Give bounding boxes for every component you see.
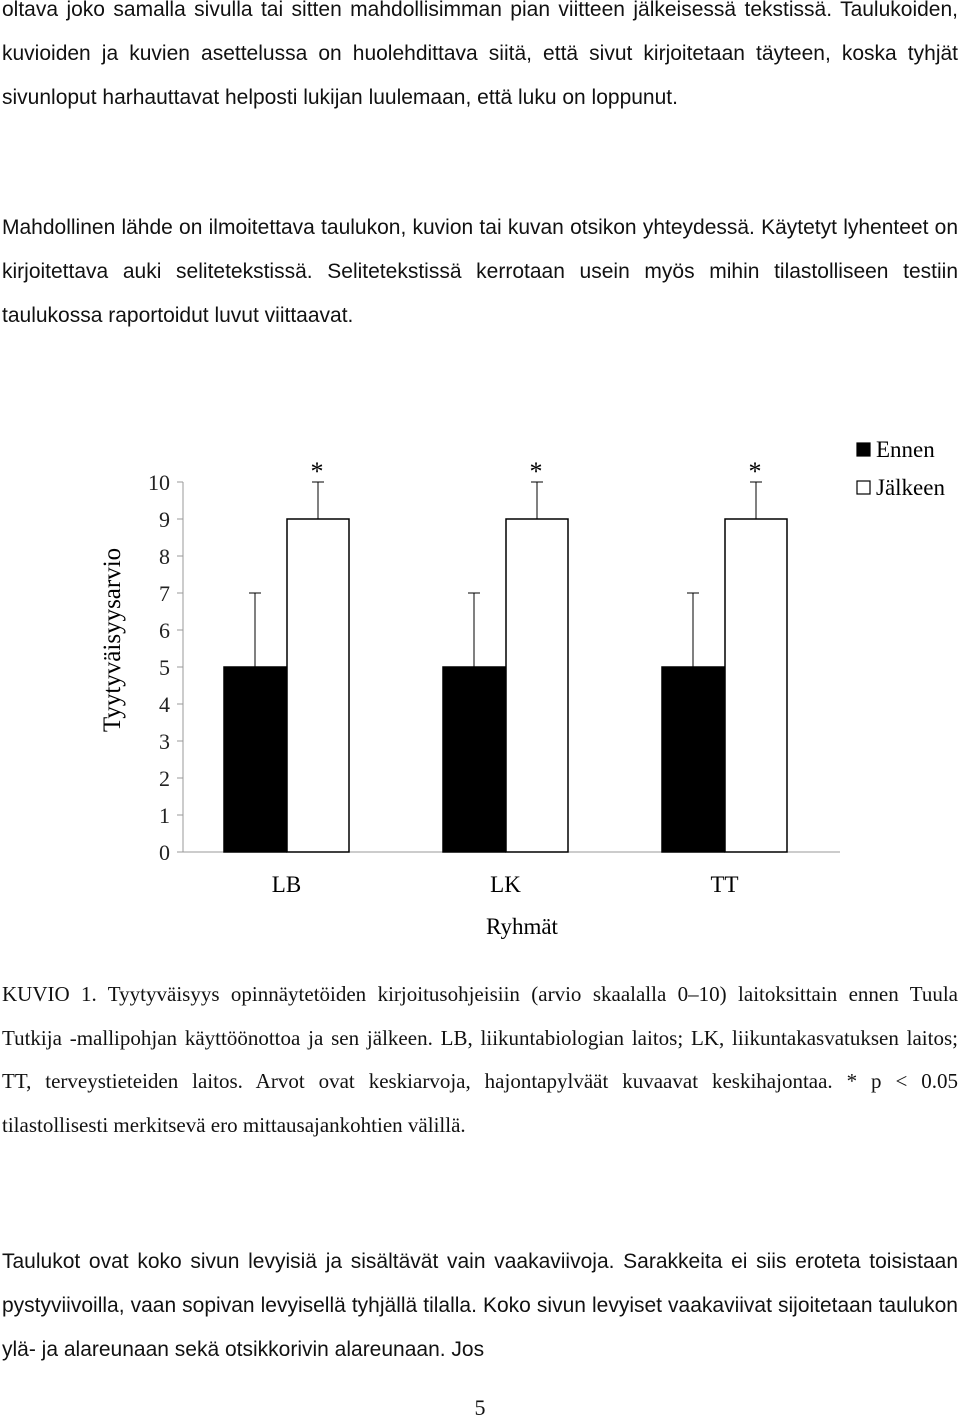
significance-marker: * bbox=[748, 457, 762, 486]
bar-jälkeen-lk bbox=[506, 519, 568, 852]
y-tick-label: 8 bbox=[159, 544, 170, 569]
legend-swatch-ennen bbox=[857, 443, 870, 456]
page-number: 5 bbox=[474, 1395, 486, 1420]
x-axis-label: Ryhmät bbox=[486, 914, 558, 939]
legend-label: Jälkeen bbox=[876, 475, 945, 500]
body-paragraph-1: oltava joko samalla sivulla tai sitten mahdollisimman pian viitteen jälkeisessä tekstissä. Taulukoiden, kuvioiden ja kuvien asettelussa on huolehdittava siitä, että sivut kirjoitetaan täyteen, koska tyhjät sivunloput harhauttavat helposti lukijan luulemaan, että luku on loppunut. bbox=[2, 0, 958, 109]
y-tick-label: 9 bbox=[159, 507, 170, 532]
bar-jälkeen-lb bbox=[287, 519, 349, 852]
x-tick-label: TT bbox=[710, 872, 739, 897]
y-tick-label: 1 bbox=[159, 803, 170, 828]
y-tick-label: 6 bbox=[159, 618, 170, 643]
y-tick-label: 2 bbox=[159, 766, 170, 791]
y-tick-label: 7 bbox=[159, 581, 170, 606]
y-tick-label: 4 bbox=[159, 692, 170, 717]
bar-ennen-lb bbox=[224, 667, 286, 852]
y-tick-label: 3 bbox=[159, 729, 170, 754]
figure-caption: KUVIO 1. Tyytyväisyys opinnäytetöiden kirjoitusohjeisiin (arvio skaalalla 0–10) laitoksittain ennen Tuula Tutkija -mallipohjan käyttöönottoa ja sen jälkeen. LB, liikuntabiologian laitos; LK, liikuntakasvatuksen laitos; TT, terveystieteiden laitos. Arvot ovat keskiarvoja, hajontapylväät kuvaavat keskihajontaa. * p < 0.05 tilastollisesti merkitsevä ero mittausajankohtien välillä. bbox=[2, 982, 958, 1137]
bar-chart-figure bbox=[0, 420, 960, 960]
body-paragraph-2: Mahdollinen lähde on ilmoitettava taulukon, kuvion tai kuvan otsikon yhteydessä. Käytetyt lyhenteet on kirjoitettava auki selitetekstissä. Selitetekstissä kerrotaan usein myös mihin tilastolliseen testiin taulukossa raportoidut luvut viittaavat. bbox=[2, 216, 958, 327]
bar-ennen-tt bbox=[662, 667, 724, 852]
body-paragraph-3: Taulukot ovat koko sivun levyisiä ja sisältävät vain vaakaviivoja. Sarakkeita ei siis eroteta toisistaan pystyviivoilla, vaan sopivan levyisellä tyhjällä tilalla. Koko sivun levyiset vaakaviivat sijoitetaan taulukon ylä- ja alareunaan sekä otsikkorivin alareunaan. Jos bbox=[2, 1250, 958, 1361]
bar-ennen-lk bbox=[443, 667, 505, 852]
y-tick-label: 10 bbox=[148, 470, 170, 495]
x-tick-label: LB bbox=[271, 872, 302, 897]
y-tick-label: 5 bbox=[159, 655, 170, 680]
y-axis-label: Tyytyväisyysarvio bbox=[99, 547, 126, 733]
x-tick-label: LK bbox=[490, 872, 521, 897]
significance-marker: * bbox=[310, 457, 324, 486]
legend-swatch-jälkeen bbox=[857, 481, 870, 494]
legend-label: Ennen bbox=[876, 437, 935, 462]
y-tick-label: 0 bbox=[159, 840, 170, 865]
significance-marker: * bbox=[529, 457, 543, 486]
bar-jälkeen-tt bbox=[725, 519, 787, 852]
